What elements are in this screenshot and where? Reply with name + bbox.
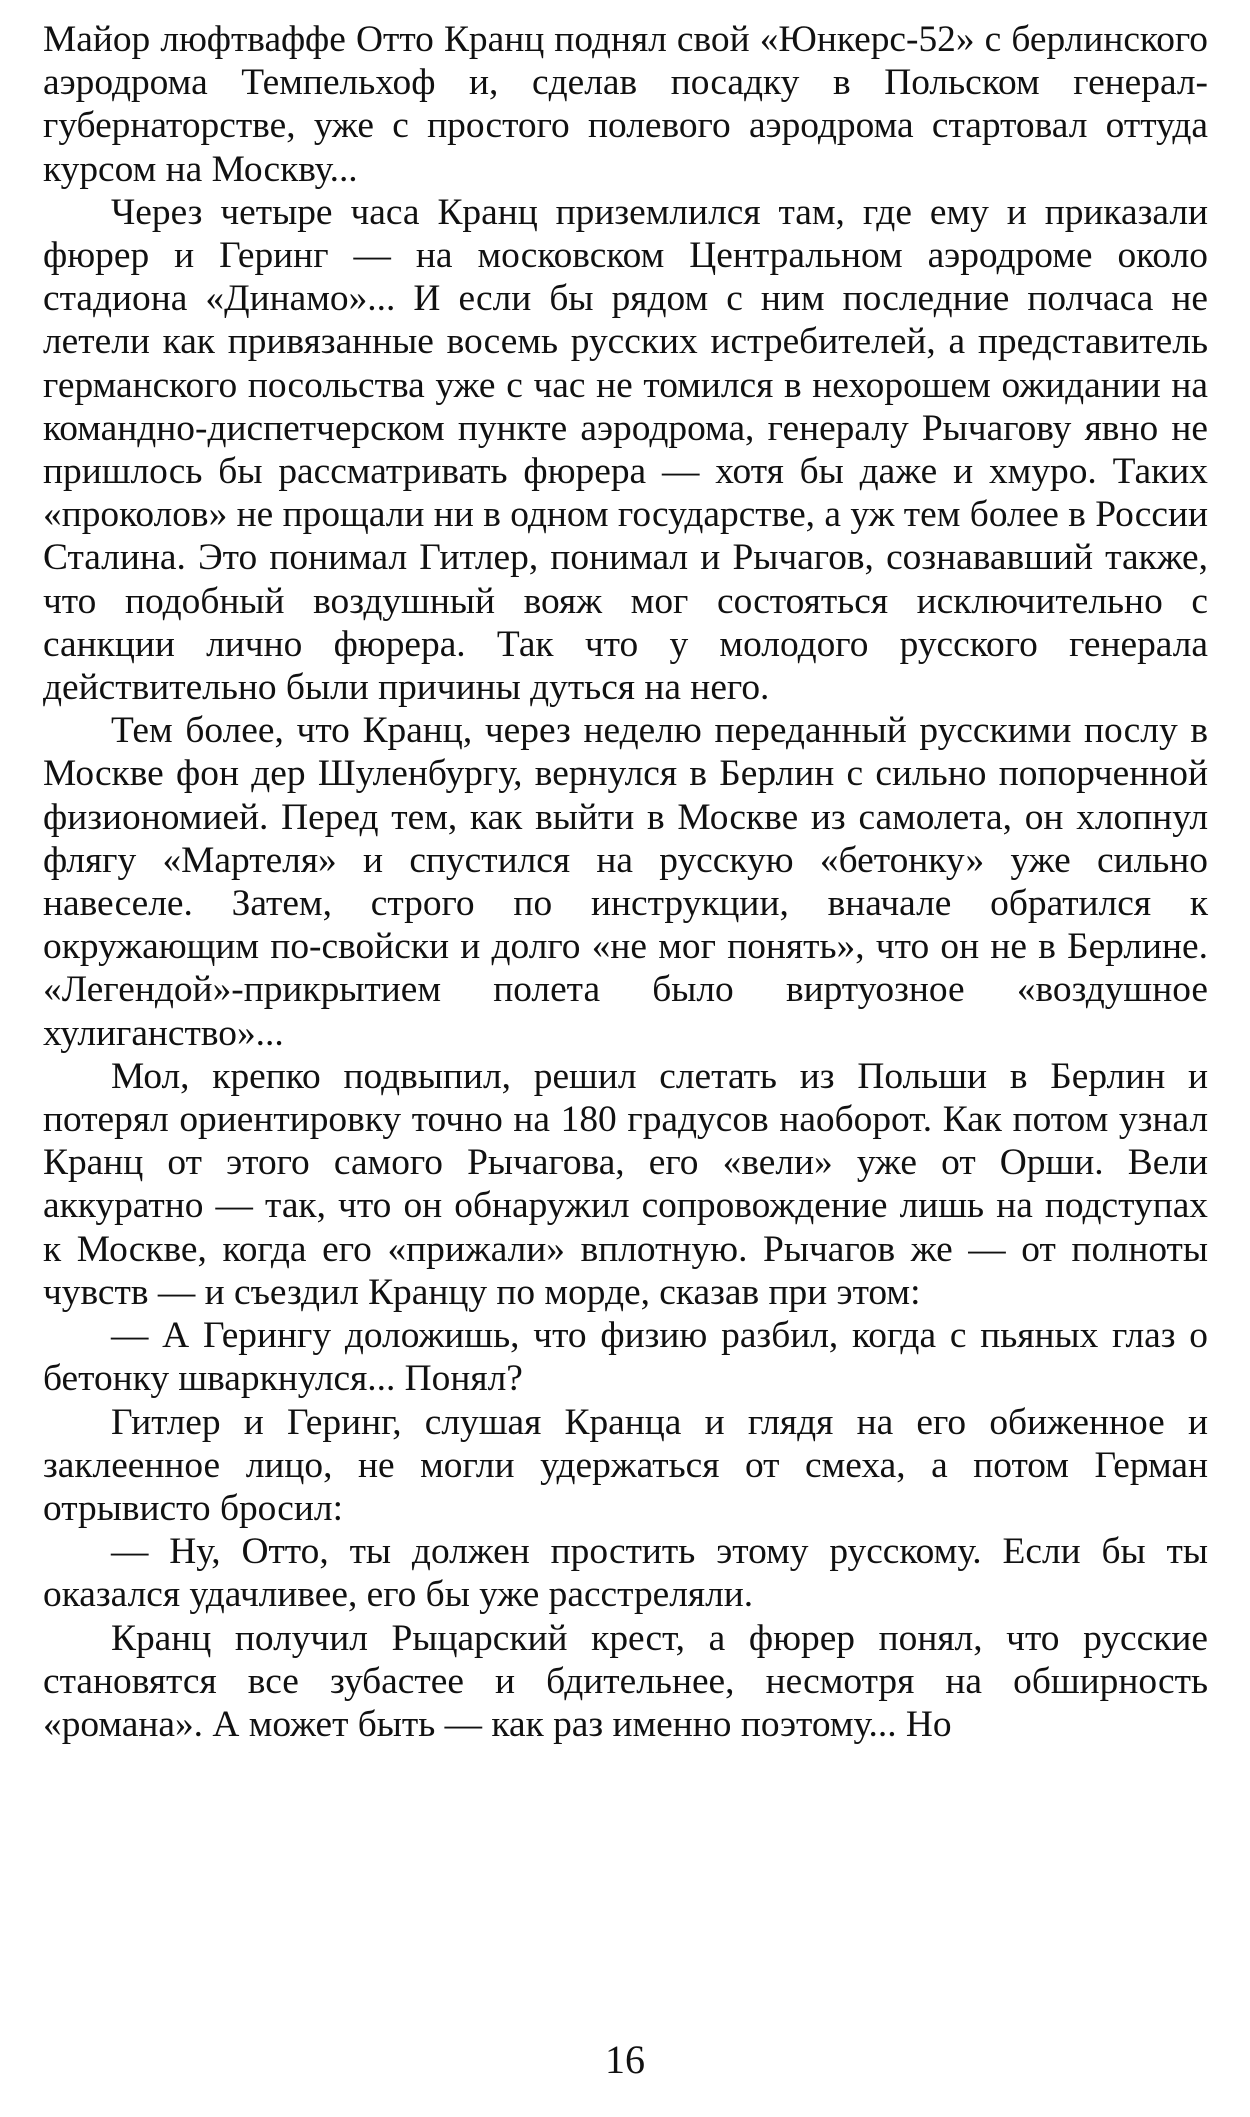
paragraph-4: Мол, крепко подвыпил, решил слетать из Польши в Берлин и потерял ориентировку точно на 180 градусов наоборот. Как потом узнал Кранц от этого самого Рычагова, его «вели» уже от Орши. Вели аккуратно — так, что он обнаружил сопровождение лишь на подступах к Москве, когда его «прижали» вплотную. Рычагов же — от полноты чувств — и съездил Кранцу по морде, сказав при этом: — [43, 1055, 1208, 1313]
paragraph-6: Гитлер и Геринг, слушая Кранца и глядя на его обиженное и заклеенное лицо, не могли удержаться от смеха, а потом Герман отрывисто бросил: — [43, 1401, 1208, 1529]
paragraph-3: Тем более, что Кранц, через неделю переданный русскими послу в Москве фон дер Шуленбургу, вернулся в Берлин с сильно попорченной физиономией. Перед тем, как выйти в Москве из самолета, он хлопнул флягу «Мартеля» и спустился на русскую «бетонку» уже сильно навеселе. Затем, строго по инструкции, вначале обратился к окружающим по-свойски и долго «не мог понять», что он не в Берлине. «Легендой»-прикрытием полета было виртуозное «воздушное хулиганство»... — [43, 710, 1208, 1054]
page-number: 16 — [605, 2037, 645, 2082]
paragraph-7-dialogue: — Ну, Отто, ты должен простить этому русскому. Если бы ты оказался удачливее, его бы уже расстреляли. — [43, 1531, 1208, 1616]
paragraph-8: Кранц получил Рыцарский крест, а фюрер понял, что русские становятся все зубастее и бдительнее, несмотря на обширность «романа». А может быть — как раз именно поэтому... Но — [43, 1617, 1208, 1745]
paragraph-1: Майор люфтваффе Отто Кранц поднял свой «Юнкерс-52» с берлинского аэродрома Темпельхоф и, сделав посадку в Польском генерал-губернаторстве, уже с простого полевого аэродрома стартовал оттуда курсом на Москву... — [43, 19, 1208, 190]
paragraph-5-dialogue: — А Герингу доложишь, что физию разбил, когда с пьяных глаз о бетонку шваркнулся... Понял? — [43, 1315, 1208, 1400]
book-page-text — [43, 18, 1208, 1746]
paragraph-2: Через четыре часа Кранц приземлился там, где ему и приказали фюрер и Геринг — на московском Центральном аэродроме около стадиона «Динамо»... И если бы рядом с ним последние полчаса не летели как привязанные восемь русских истребителей, а представитель германского посольства уже с час не томился в нехорошем ожидании на командно-диспетчерском пункте аэродрома, генералу Рычагову явно не пришлось бы рассматривать фюрера — хотя бы даже и хмуро. Таких «проколов» не прощали ни в одном государстве, а уж тем более в России Сталина. Это понимал Гитлер, понимал и Рычагов, сознававший также, что подобный воздушный вояж мог состояться исключительно с санкции лично фюрера. Так что у молодого русского генерала действительно были причины дуться на него. — [43, 191, 1208, 709]
